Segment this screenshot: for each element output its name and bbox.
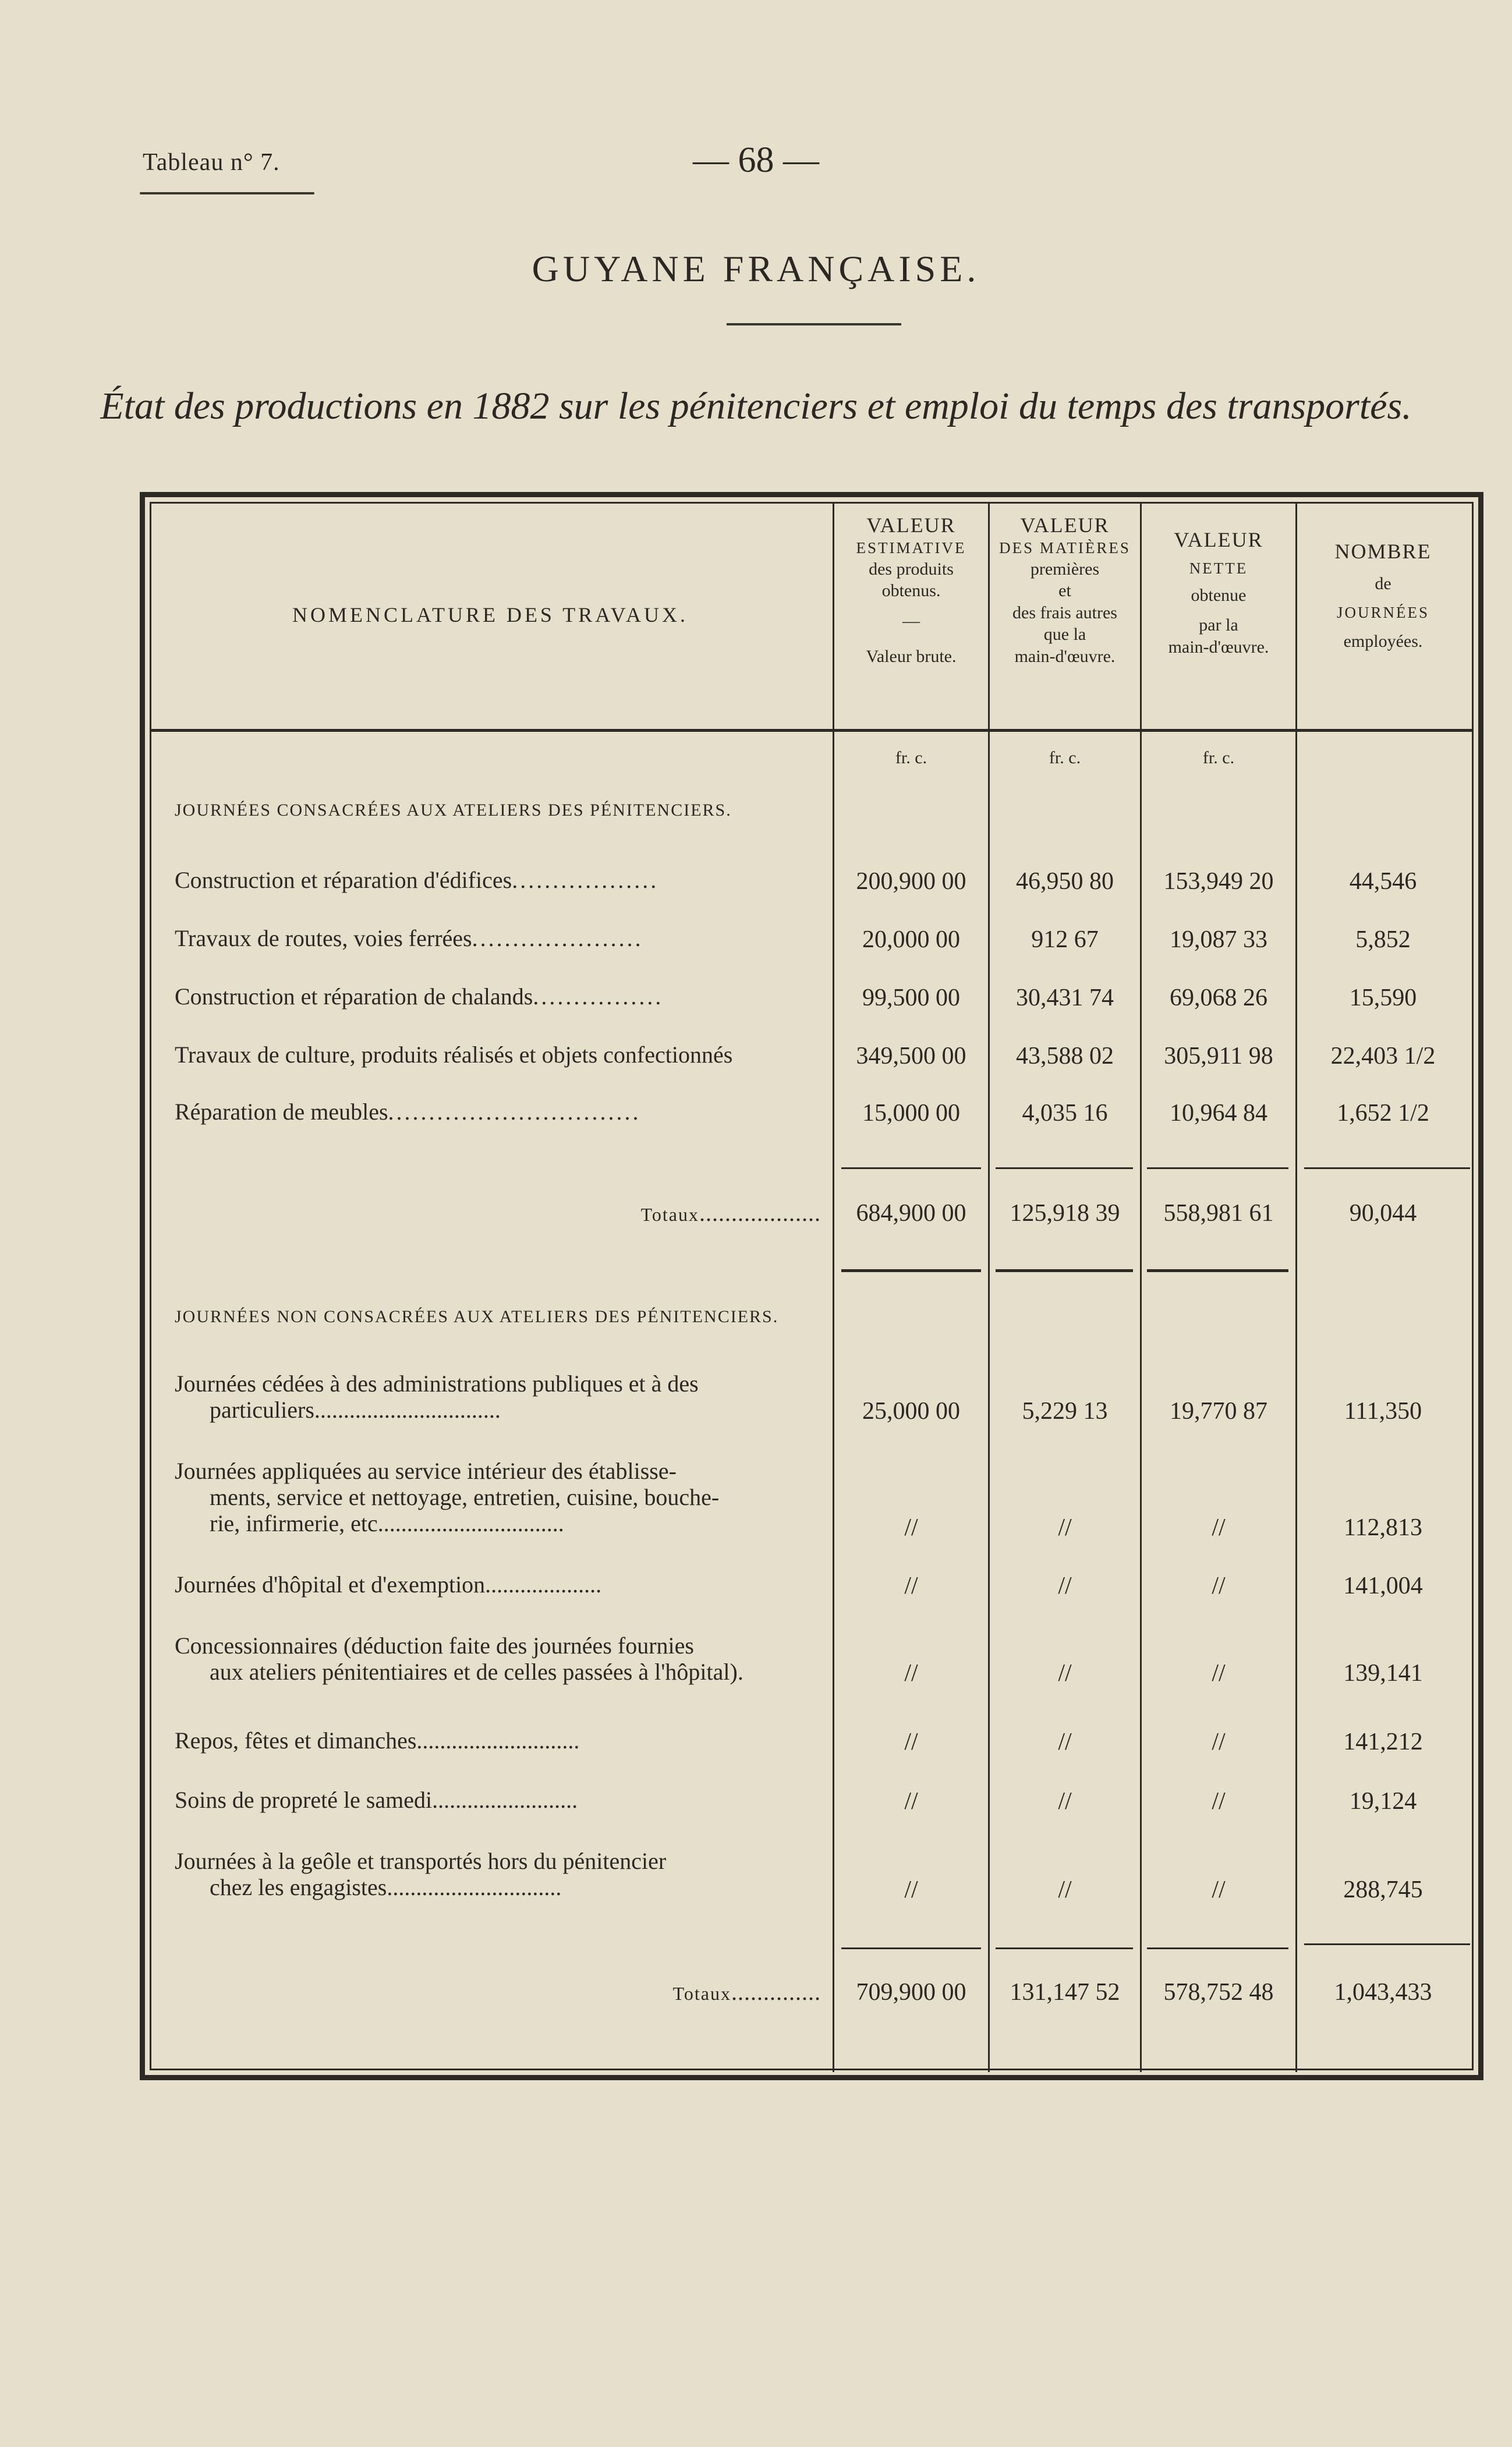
row-text: Travaux de routes, voies ferrées: [175, 925, 472, 951]
table-row-label: [175, 1787, 833, 1814]
total-text: Totaux: [672, 1983, 731, 2004]
table-cell: //: [1212, 1514, 1226, 1541]
col2-line-6: que la: [1043, 625, 1086, 644]
table-cell: 111,350: [1344, 1398, 1422, 1425]
col1-line-3: des produits: [869, 559, 954, 579]
col-separator-2: [988, 502, 990, 2072]
col-separator-1: [833, 502, 834, 2072]
table-cell: //: [1058, 1514, 1072, 1541]
total-label: [175, 1978, 821, 2006]
total-leader: ...................: [699, 1200, 821, 1226]
tableau-underline: [140, 192, 314, 194]
row-leader: ...............................: [388, 1099, 641, 1125]
table-row-label: [175, 1042, 833, 1068]
table-cell: 46,950 80: [1016, 868, 1114, 895]
total-cell: 90,044: [1349, 1200, 1417, 1227]
table-row-label: [175, 867, 833, 894]
total-rule: [1304, 1943, 1470, 1945]
table-row-label: [175, 1099, 833, 1125]
table-row-label: [175, 1633, 833, 1685]
col3-line-4: par la: [1199, 615, 1238, 635]
total-rule: [1147, 1947, 1288, 1949]
table-cell: //: [904, 1514, 918, 1541]
col-head-valeur-matieres: [990, 512, 1140, 667]
col2-line-7: main-d'œuvre.: [1014, 646, 1116, 666]
table-cell: //: [904, 1573, 918, 1599]
col-separator-3: [1140, 502, 1142, 2072]
total-rule: [1304, 1167, 1470, 1169]
table-cell: //: [904, 1729, 918, 1755]
col4-line-1: NOMBRE: [1334, 540, 1432, 563]
table-cell: 1,652 1/2: [1337, 1100, 1429, 1127]
total-cell: 131,147 52: [1010, 1979, 1120, 2006]
table-cell: //: [1058, 1660, 1072, 1687]
row-leader: .....................: [472, 925, 643, 951]
col4-line-2: de: [1375, 574, 1391, 593]
total-cell: 125,918 39: [1010, 1200, 1120, 1227]
col2-line-4: et: [1058, 581, 1071, 601]
table-row-label: [175, 1371, 833, 1423]
total-cell: 578,752 48: [1163, 1979, 1274, 2006]
total-rule: [996, 1947, 1133, 1949]
document-subtitle: État des productions en 1882 sur les pénitenciers et emploi du temps des transportés.: [100, 385, 1412, 427]
table-cell: 22,403 1/2: [1330, 1043, 1436, 1070]
table-cell: 153,949 20: [1163, 868, 1274, 895]
unit-col3: fr. c.: [1202, 748, 1235, 767]
col1-line-2: ESTIMATIVE: [856, 539, 966, 557]
page-number: — 68 —: [693, 140, 819, 180]
header-rule: [150, 729, 1474, 732]
total-label: [175, 1199, 821, 1227]
totals-double-rule: [841, 1269, 981, 1272]
table-cell: 141,212: [1343, 1729, 1423, 1755]
table-cell: 19,770 87: [1170, 1398, 1267, 1425]
table-cell: //: [904, 1660, 918, 1687]
row-line: chez les engagistes..............................: [210, 1874, 562, 1900]
col2-line-3: premières: [1030, 559, 1100, 579]
totals-double-rule: [1147, 1269, 1288, 1272]
col3-line-5: main-d'œuvre.: [1168, 637, 1269, 657]
row-line: ments, service et nettoyage, entretien, cuisine, bouche-: [210, 1483, 720, 1510]
total-rule: [841, 1947, 981, 1949]
table-cell: //: [1212, 1876, 1226, 1903]
table-cell: 912 67: [1031, 926, 1099, 953]
table-cell: //: [1212, 1788, 1226, 1815]
row-line: Journées cédées à des administrations publiques et à des: [175, 1371, 699, 1397]
table-cell: 349,500 00: [856, 1043, 966, 1070]
total-cell: 558,981 61: [1163, 1200, 1274, 1227]
table-row-label: [175, 1572, 833, 1598]
table-cell: 4,035 16: [1022, 1100, 1108, 1127]
table-cell: 69,068 26: [1170, 985, 1267, 1011]
col1-line-4: obtenus.: [881, 581, 941, 601]
row-line: Journées appliquées au service intérieur des établisse-: [175, 1458, 677, 1484]
row-line: Concessionnaires (déduction faite des journées fournies: [175, 1632, 694, 1659]
row-text: Réparation de meubles: [175, 1099, 388, 1125]
col1-line-1: VALEUR: [866, 514, 956, 537]
table-cell: 19,087 33: [1170, 926, 1267, 953]
row-line: Repos, fêtes et dimanches............................: [175, 1727, 580, 1754]
total-leader: ..............: [731, 1979, 821, 2005]
col3-line-2: NETTE: [1189, 559, 1248, 577]
section-title-ateliers: JOURNÉES CONSACRÉES AUX ATELIERS DES PÉNITENCIERS.: [175, 801, 732, 820]
col2-line-2: DES MATIÈRES: [999, 539, 1131, 557]
table-cell: 112,813: [1344, 1514, 1422, 1541]
col3-line-3: obtenue: [1191, 585, 1247, 605]
table-row-label: [175, 1728, 833, 1754]
table-cell: 200,900 00: [856, 868, 966, 895]
table-cell: 43,588 02: [1016, 1043, 1114, 1070]
table-cell: 10,964 84: [1170, 1100, 1267, 1127]
col-head-nombre-journees: [1297, 539, 1469, 653]
row-text: Travaux de culture, produits réalisés et objets confectionnés: [175, 1042, 733, 1068]
table-cell: 44,546: [1349, 868, 1417, 895]
table-cell: //: [904, 1788, 918, 1815]
table-cell: 288,745: [1343, 1876, 1423, 1903]
col1-line-5: —: [902, 611, 920, 631]
row-text: Construction et réparation d'édifices: [175, 867, 512, 893]
row-line: particuliers................................: [210, 1396, 501, 1423]
row-line: Soins de propreté le samedi.........................: [175, 1787, 578, 1813]
total-text: Totaux: [640, 1204, 699, 1225]
table-cell: 305,911 98: [1164, 1043, 1273, 1070]
table-cell: 15,590: [1349, 985, 1417, 1011]
table-cell: //: [904, 1876, 918, 1903]
row-line: Journées à la geôle et transportés hors du pénitencier: [175, 1848, 667, 1874]
table-cell: 20,000 00: [862, 926, 960, 953]
table-cell: //: [1212, 1729, 1226, 1755]
table-cell: 5,852: [1355, 926, 1411, 953]
table-row-label: [175, 1458, 833, 1536]
table-row-label: [175, 1848, 833, 1901]
total-cell: 684,900 00: [856, 1200, 966, 1227]
col-head-valeur-nette: [1142, 527, 1295, 658]
col2-line-5: des frais autres: [1012, 603, 1117, 622]
table-row-label: [175, 926, 833, 952]
total-rule: [841, 1167, 981, 1169]
section-title-non-ateliers: JOURNÉES NON CONSACRÉES AUX ATELIERS DES PÉNITENCIERS.: [175, 1307, 779, 1326]
table-cell: //: [1212, 1660, 1226, 1687]
table-cell: 19,124: [1349, 1788, 1417, 1815]
col1-line-6: Valeur brute.: [866, 647, 957, 667]
col2-line-1: VALEUR: [1020, 514, 1110, 537]
total-cell: 709,900 00: [856, 1979, 966, 2006]
table-cell: 99,500 00: [862, 985, 960, 1011]
table-inner-border: [150, 502, 1474, 2070]
table-cell: 5,229 13: [1022, 1398, 1108, 1425]
unit-col1: fr. c.: [895, 748, 927, 767]
table-cell: 15,000 00: [862, 1100, 960, 1127]
row-text: Construction et réparation de chalands: [175, 983, 533, 1010]
table-row-label: [175, 984, 833, 1010]
table-cell: //: [1212, 1573, 1226, 1599]
total-rule: [996, 1167, 1133, 1169]
col-separator-4: [1295, 502, 1297, 2072]
table-cell: //: [1058, 1573, 1072, 1599]
col4-line-3: JOURNÉES: [1336, 603, 1429, 621]
unit-col2: fr. c.: [1049, 748, 1081, 767]
table-cell: //: [1058, 1788, 1072, 1815]
col3-line-1: VALEUR: [1174, 528, 1263, 551]
total-rule: [1147, 1167, 1288, 1169]
col-head-valeur-estimative: [834, 512, 988, 668]
table-cell: //: [1058, 1729, 1072, 1755]
row-line: aux ateliers pénitentiaires et de celles passées à l'hôpital).: [210, 1658, 743, 1685]
table-cell: 30,431 74: [1016, 985, 1114, 1011]
table-cell: 139,141: [1343, 1660, 1423, 1687]
row-leader: ................: [533, 983, 664, 1010]
total-cell: 1,043,433: [1334, 1979, 1432, 2006]
col4-line-4: employées.: [1343, 632, 1423, 651]
table-cell: 141,004: [1343, 1573, 1423, 1599]
table-cell: //: [1058, 1876, 1072, 1903]
row-leader: ..................: [512, 867, 659, 893]
row-line: Journées d'hôpital et d'exemption....................: [175, 1571, 602, 1598]
table-cell: 25,000 00: [862, 1398, 960, 1425]
document-title: GUYANE FRANÇAISE.: [532, 248, 980, 289]
totals-double-rule: [996, 1269, 1133, 1272]
row-line: rie, infirmerie, etc................................: [210, 1510, 564, 1536]
col-head-nomenclature: NOMENCLATURE DES TRAVAUX.: [292, 603, 689, 626]
tableau-label: Tableau n° 7.: [143, 149, 280, 176]
title-rule: [727, 323, 901, 325]
